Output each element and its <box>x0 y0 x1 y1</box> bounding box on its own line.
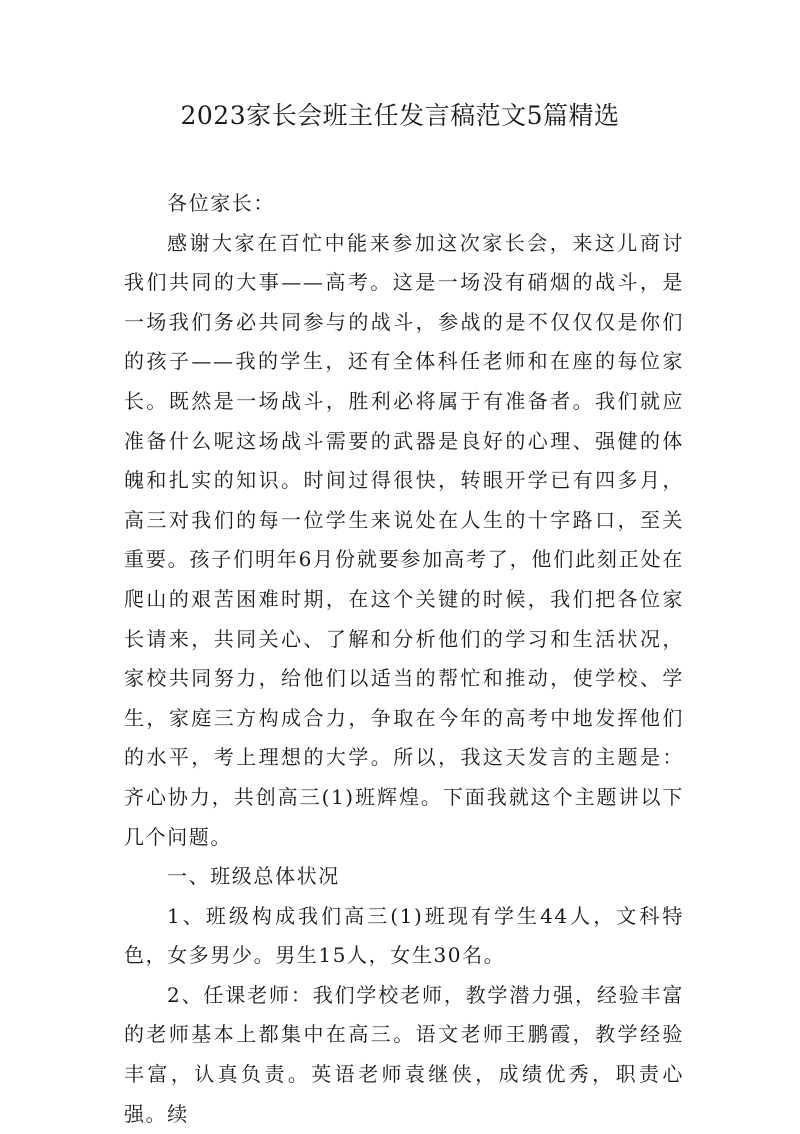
document-title: 2023家长会班主任发言稿范文5篇精选 <box>180 101 620 130</box>
salutation-paragraph: 各位家长： <box>167 191 275 215</box>
section-heading: 一、班级总体状况 <box>167 864 340 889</box>
document-body <box>124 184 684 1134</box>
intro-paragraph: 感谢大家在百忙中能来参加这次家长会，来这儿商讨我们共同的大事——高考。这是一场没有硝烟的战斗，是一场我们务必共同参与的战斗，参战的是不仅仅仅是你们的孩子——我的学生，还有全体科任老师和在座的每位家长。既然是一场战斗，胜利必将属于有准备者。我们就应准备什么呢这场战斗需要的武器是良好的心理、强健的体魄和扎实的知识。时间过得很快，转眼开学已有四多月，高三对我们的每一位学生来说处在人生的十字路口，至关重要。孩子们明年6月份就要参加高考了，他们此刻正处在爬山的艰苦困难时期，在这个关键的时候，我们把各位家长请来，共同关心、了解和分析他们的学习和生活状况，家校共同努力，给他们以适当的帮忙和推动，使学校、学生，家庭三方构成合力，争取在今年的高考中地发挥他们的水平，考上理想的大学。所以，我这天发言的主题是：齐心协力，共创高三(1)班辉煌。下面我就这个主题讲以下几个问题。 <box>124 230 684 849</box>
teachers-paragraph: 2、任课老师：我们学校老师，教学潜力强，经验丰富的老师基本上都集中在高三。语文老师王鹏霞，教学经验丰富，认真负责。英语老师袁继侠，成绩优秀，职责心强。续 <box>124 982 684 1126</box>
class-composition-paragraph: 1、班级构成我们高三(1)班现有学生44人，文科特色，女多男少。男生15人，女生30名。 <box>124 903 684 968</box>
